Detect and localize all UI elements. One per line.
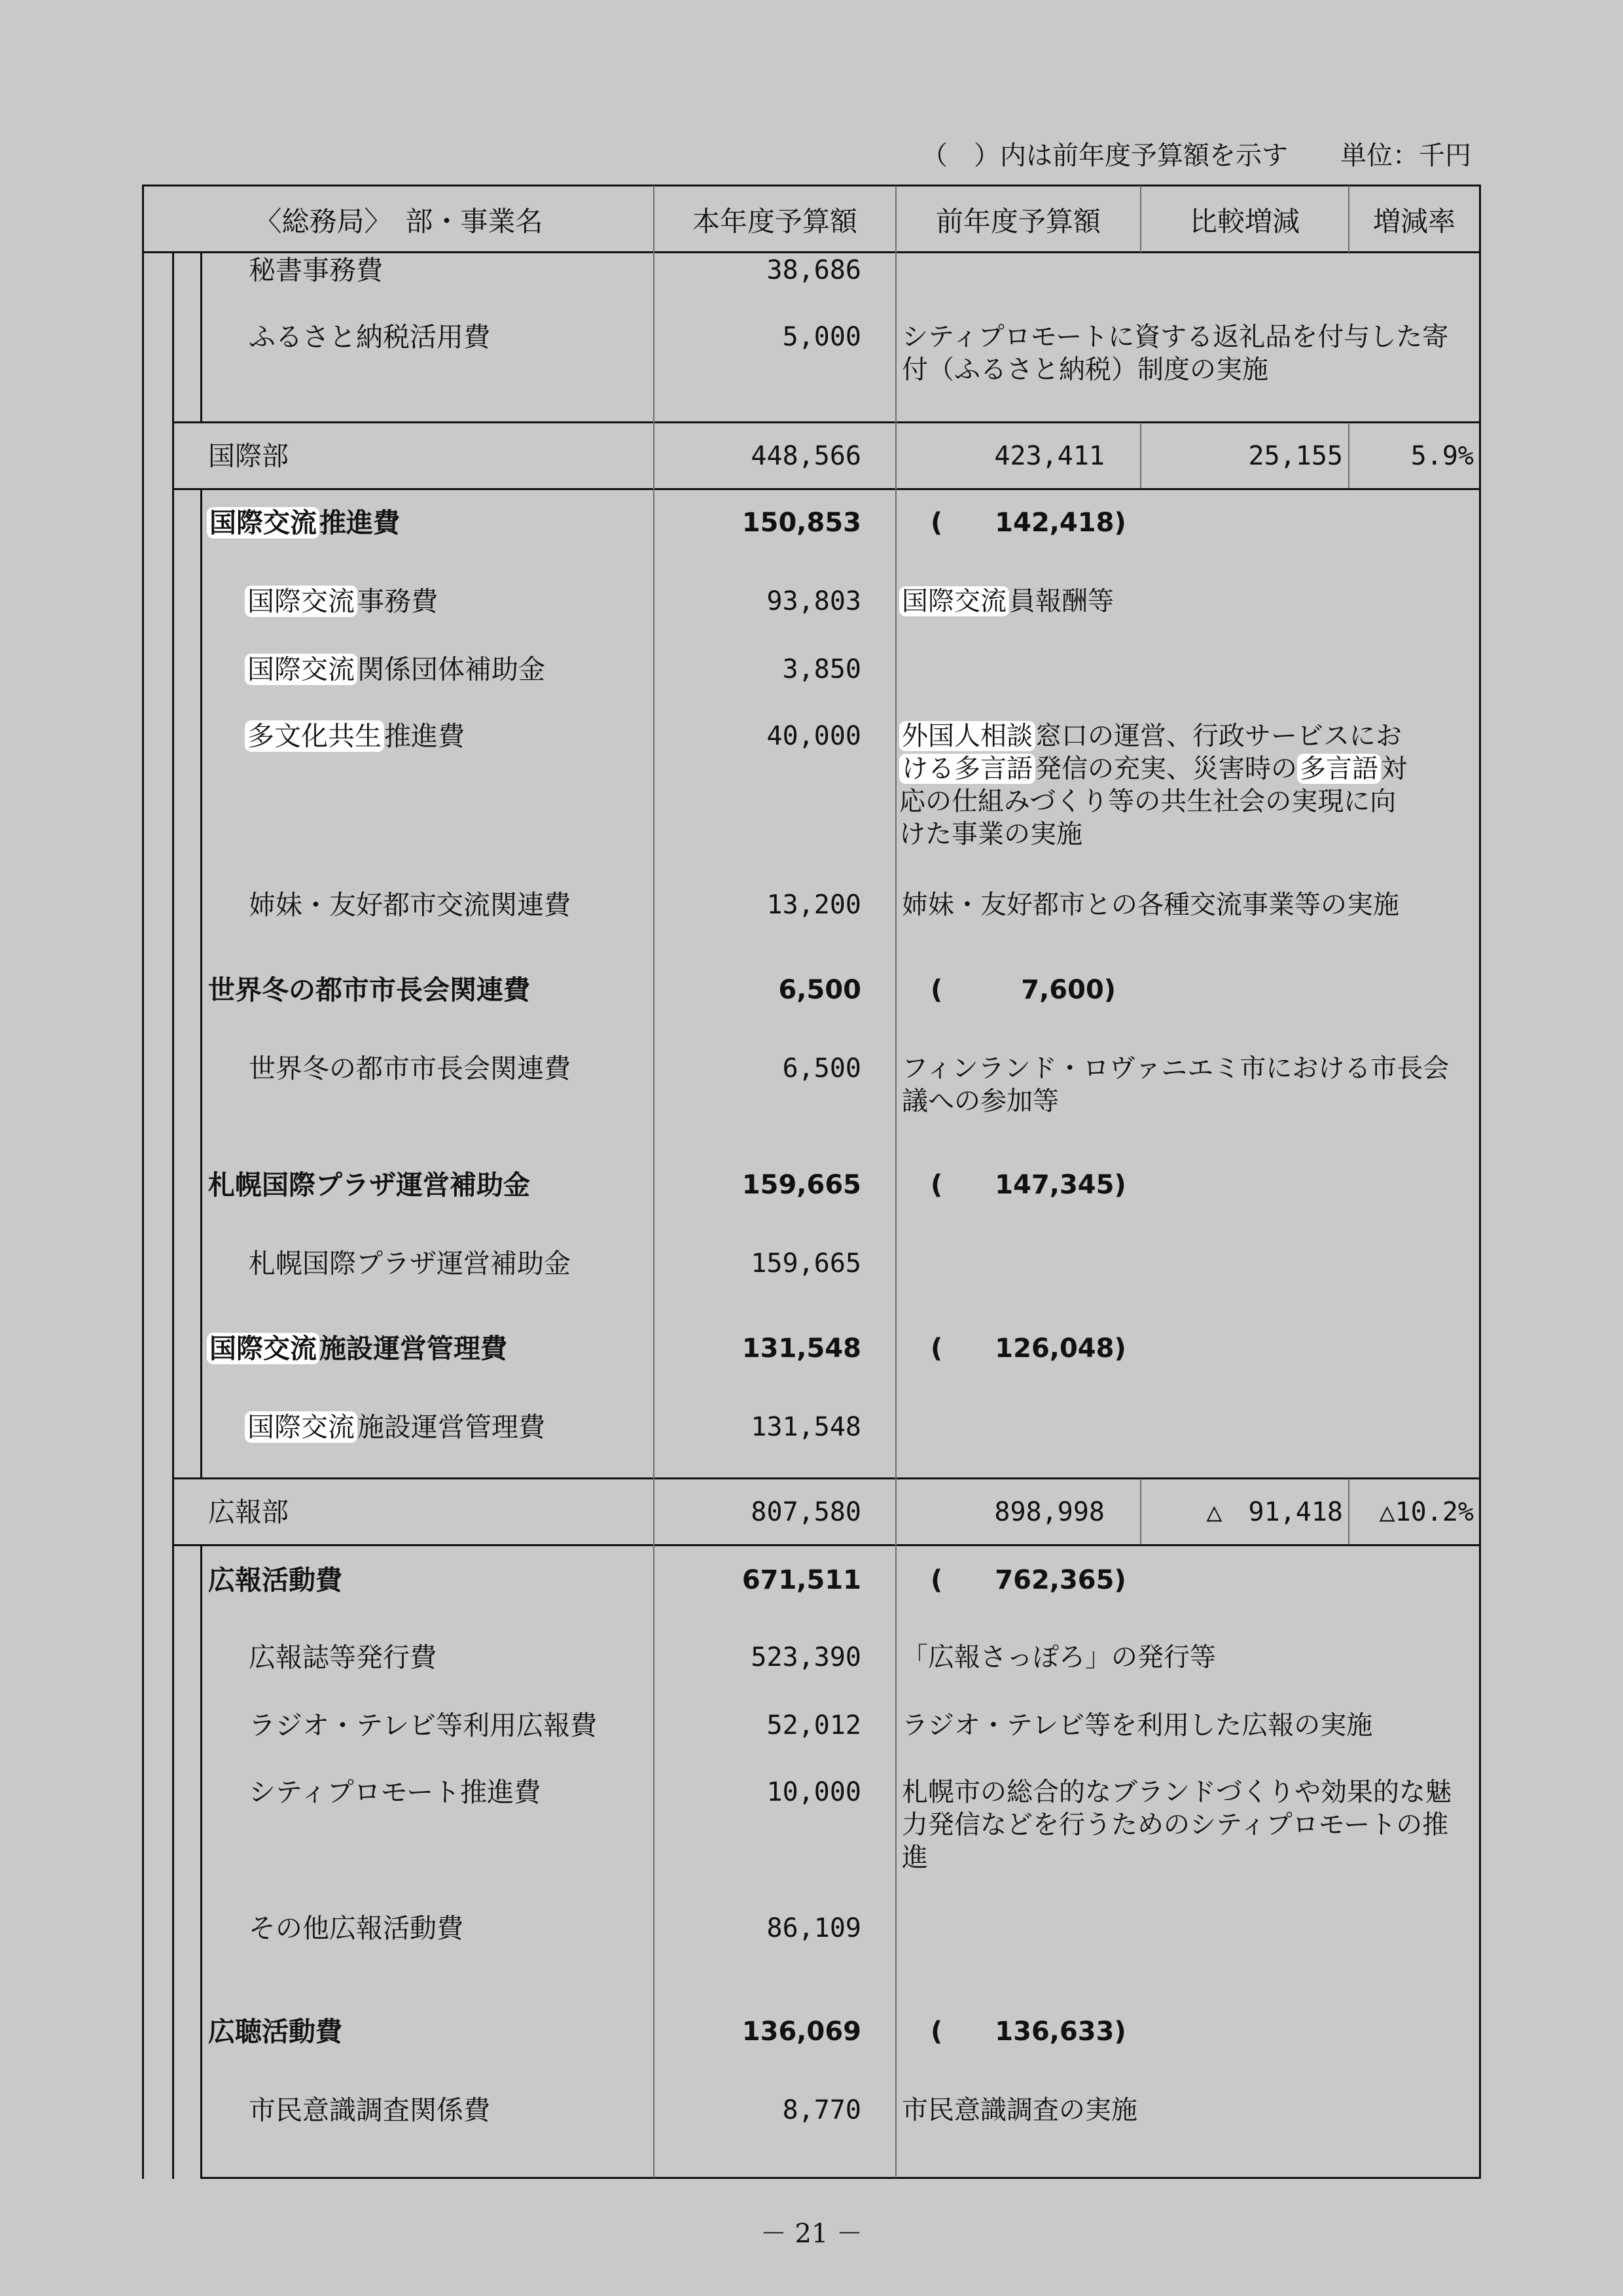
item-name: 世界冬の都市市長会関連費 xyxy=(249,1053,571,1084)
group-amount: 6,500 xyxy=(778,975,861,1005)
item-note: 国際交流 員報酬等 xyxy=(899,585,1462,618)
group-amount: 136,069 xyxy=(741,2017,861,2047)
department-amount: 807,580 xyxy=(751,1497,861,1527)
department-previous: 898,998 xyxy=(994,1497,1105,1527)
item-amount: 5,000 xyxy=(782,322,861,352)
item-amount: 52,012 xyxy=(766,1710,861,1740)
group-name: 国際交流施設運営管理費 xyxy=(207,1332,507,1365)
header-rate: 増減率 xyxy=(1372,205,1455,238)
item-name: シティプロモート推進費 xyxy=(249,1776,541,1808)
department-difference: 25,155 xyxy=(1248,441,1343,471)
group-previous: ( 142,418) xyxy=(931,508,1126,538)
group-name: 世界冬の都市市長会関連費 xyxy=(208,974,530,1006)
item-note: 姉妹・友好都市との各種交流事業等の実施 xyxy=(902,890,1399,920)
item-note: シティプロモートに資する返礼品を付与した寄付（ふるさと納税）制度の実施 xyxy=(902,322,1449,385)
item-name: ふるさと納税活用費 xyxy=(249,321,490,353)
department-name: 国際部 xyxy=(208,440,289,472)
item-name: 広報誌等発行費 xyxy=(249,1642,437,1673)
item-note: 外国人相談 窓口の運営、行政サービスにお ける多言語 発信の充実、災害時の 多言語 対 応の仕組みづくり等の共生社会の実現に向 けた事業の実施 xyxy=(899,721,1407,849)
group-previous: ( 136,633) xyxy=(931,2017,1126,2047)
header-previous-budget: 前年度予算額 xyxy=(935,205,1101,238)
item-note: 市民意識調査の実施 xyxy=(902,2095,1137,2125)
item-amount: 93,803 xyxy=(766,586,861,616)
item-amount: 3,850 xyxy=(782,654,861,684)
group-name: 広報活動費 xyxy=(208,1564,342,1596)
item-amount: 159,665 xyxy=(751,1248,861,1279)
department-rate: △10.2% xyxy=(1379,1497,1474,1527)
group-amount: 159,665 xyxy=(741,1170,861,1200)
item-amount: 86,109 xyxy=(766,1913,861,1943)
item-amount: 8,770 xyxy=(782,2095,861,2125)
group-name: 広聴活動費 xyxy=(208,2016,342,2047)
header-name: 〈総務局〉 部・事業名 xyxy=(254,205,543,238)
item-note: ラジオ・テレビ等を利用した広報の実施 xyxy=(902,1710,1373,1740)
item-note: 「広報さっぽろ」の発行等 xyxy=(902,1642,1216,1672)
department-previous: 423,411 xyxy=(994,441,1105,471)
header-difference: 比較増減 xyxy=(1189,205,1300,238)
item-name: 札幌国際プラザ運営補助金 xyxy=(249,1248,571,1279)
department-rate: 5.9% xyxy=(1410,441,1474,471)
group-name: 札幌国際プラザ運営補助金 xyxy=(208,1169,530,1201)
item-name: 姉妹・友好都市交流関連費 xyxy=(249,889,571,921)
page-number: － 21 － xyxy=(760,2219,863,2249)
item-amount: 131,548 xyxy=(751,1412,861,1442)
department-name: 広報部 xyxy=(208,1496,289,1528)
department-amount: 448,566 xyxy=(751,441,861,471)
item-name: 国際交流施設運営管理費 xyxy=(245,1411,545,1443)
item-name: 国際交流事務費 xyxy=(245,585,438,618)
group-previous: ( 147,345) xyxy=(931,1170,1126,1200)
group-amount: 671,511 xyxy=(741,1565,861,1595)
header-current-budget: 本年度予算額 xyxy=(692,205,857,238)
item-name: ラジオ・テレビ等利用広報費 xyxy=(249,1710,597,1741)
item-name: 市民意識調査関係費 xyxy=(249,2094,490,2126)
item-name: その他広報活動費 xyxy=(249,1913,463,1944)
item-note: フィンランド・ロヴァニエミ市における市長会議への参加等 xyxy=(902,1053,1450,1116)
item-amount: 523,390 xyxy=(751,1642,861,1672)
item-name: 秘書事務費 xyxy=(249,255,383,286)
item-amount: 10,000 xyxy=(766,1777,861,1807)
group-amount: 131,548 xyxy=(741,1333,861,1364)
item-amount: 13,200 xyxy=(766,890,861,920)
group-previous: ( 126,048) xyxy=(931,1333,1126,1364)
group-previous: ( 7,600) xyxy=(931,975,1116,1005)
item-name: 国際交流関係団体補助金 xyxy=(245,653,545,686)
item-note: 札幌市の総合的なブランドづくりや効果的な魅力発信などを行うためのシティプロモートの推進 xyxy=(902,1777,1452,1873)
item-amount: 40,000 xyxy=(766,721,861,751)
group-previous: ( 762,365) xyxy=(931,1565,1126,1595)
department-difference: △ 91,418 xyxy=(1206,1497,1343,1527)
item-name: 多文化共生推進費 xyxy=(245,720,465,752)
item-amount: 6,500 xyxy=(782,1053,861,1084)
group-amount: 150,853 xyxy=(741,508,861,538)
group-name: 国際交流推進費 xyxy=(207,506,400,539)
table-caption: （ ）内は前年度予算額を示す 単位：千円 xyxy=(921,141,1471,171)
item-amount: 38,686 xyxy=(766,255,861,285)
